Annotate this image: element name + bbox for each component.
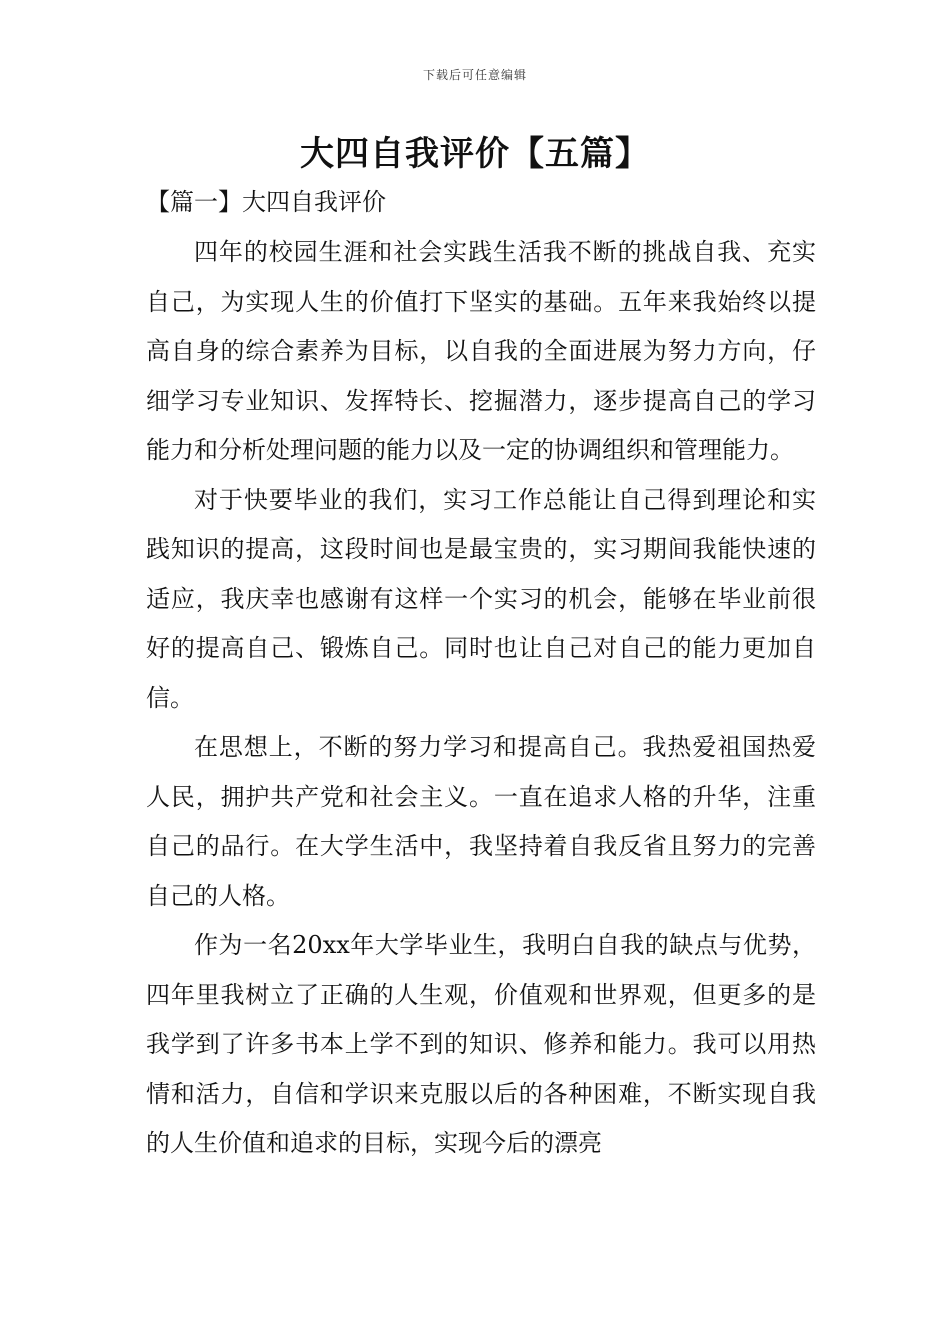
section-heading: 【篇一】大四自我评价 (146, 188, 386, 216)
paragraph-2: 对于快要毕业的我们，实习工作总能让自己得到理论和实践知识的提高，这段时间也是最宝贵的，实习期间我能快速的适应，我庆幸也感谢有这样一个实习的机会，能够在毕业前很好的提高自己、锻炼自己。同时也让自己对自己的能力更加自信。 (146, 485, 816, 712)
paragraph-4: 作为一名20xx年大学毕业生，我明白自我的缺点与优势，四年里我树立了正确的人生观，价值观和世界观，但更多的是我学到了许多书本上学不到的知识、修养和能力。我可以用热情和活力，自信和学识来克服以后的各种困难，不断实现自我的人生价值和追求的目标，实现今后的漂亮 (146, 931, 816, 1157)
header-note: 下载后可任意编辑 (422, 68, 527, 82)
paragraph-3: 在思想上，不断的努力学习和提高自己。我热爱祖国热爱人民，拥护共产党和社会主义。一直在追求人格的升华，注重自己的品行。在大学生活中，我坚持着自我反省且努力的完善自己的人格。 (146, 733, 816, 910)
document-body (146, 228, 816, 1169)
paragraph-1: 四年的校园生涯和社会实践生活我不断的挑战自我、充实自己，为实现人生的价值打下坚实的基础。五年来我始终以提高自身的综合素养为目标，以自我的全面进展为努力方向，仔细学习专业知识、发挥特长、挖掘潜力，逐步提高自己的学习能力和分析处理问题的能力以及一定的协调组织和管理能力。 (146, 238, 816, 464)
document-title: 大四自我评价【五篇】 (300, 134, 650, 174)
